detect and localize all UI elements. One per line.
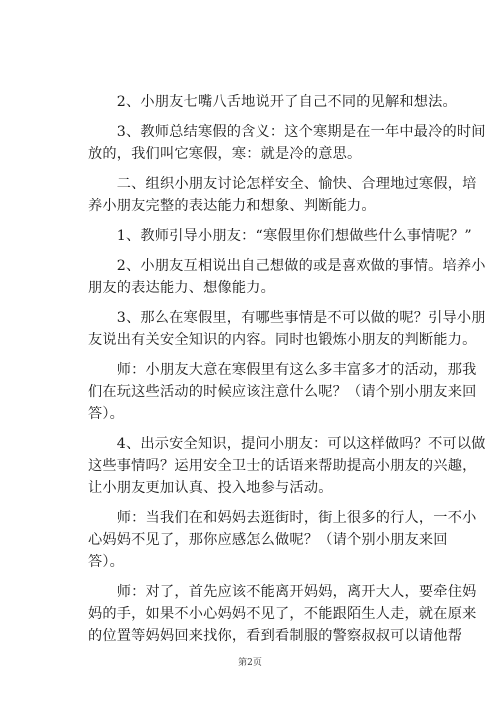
paragraph-10 bbox=[88, 581, 477, 647]
text-line: 妈的手，如果不小心妈妈不见了，不能跟陌生人走，就在原来 bbox=[88, 606, 477, 622]
text-line: 友说出有关安全知识的内容。同时也锻炼小朋友的判断能力。 bbox=[88, 332, 477, 348]
paragraph-9 bbox=[88, 507, 477, 573]
text-line: 2、小朋友七嘴八舌地说开了自己不同的见解和想法。 bbox=[88, 94, 457, 110]
text-line: 4、出示安全知识，提问小朋友：可以这样做吗？不可以做 bbox=[88, 436, 486, 452]
text-line: 2、小朋友互相说出自己想做的或是喜欢做的事情。培养小 bbox=[88, 258, 486, 274]
text-line: 3、教师总结寒假的含义：这个寒期是在一年中最冷的时间 bbox=[88, 124, 486, 140]
text-line: 3、那么在寒假里，有哪些事情是不可以做的呢？引导小朋 bbox=[88, 310, 486, 326]
text-line: 师：当我们在和妈妈去逛街时，街上很多的行人，一不小 bbox=[88, 510, 477, 526]
text-line: 1、教师引导小朋友：“寒假里你们想做些什么事情呢？” bbox=[88, 228, 472, 244]
page-number: 第2页 bbox=[238, 658, 262, 668]
text-line: 心妈妈不见了，那你应感怎么做呢？（请个别小朋友来回 bbox=[88, 532, 448, 548]
text-line: 放的，我们叫它寒假，寒：就是冷的意思。 bbox=[88, 146, 362, 162]
text-line: 养小朋友完整的表达能力和想象、判断能力。 bbox=[88, 198, 376, 214]
document-body bbox=[88, 91, 486, 655]
text-line: 师：对了，首先应该不能离开妈妈，离开大人，要牵住妈 bbox=[88, 584, 477, 600]
paragraph-6 bbox=[88, 307, 486, 351]
paragraph-2 bbox=[88, 121, 486, 165]
text-line: 答）。 bbox=[88, 406, 125, 422]
text-line: 二、组织小朋友讨论怎样安全、愉快、合理地过寒假，培 bbox=[88, 176, 477, 192]
text-line: 的位置等妈妈回来找你，看到看制服的警察叔叔可以请他帮 bbox=[88, 628, 463, 644]
text-line: 们在玩这些活动的时候应该注意什么呢？（请个别小朋友来回 bbox=[88, 384, 477, 400]
paragraph-3 bbox=[88, 173, 477, 217]
text-line: 朋友的表达能力、想像能力。 bbox=[88, 280, 276, 296]
paragraph-8 bbox=[88, 433, 486, 499]
paragraph-1 bbox=[88, 91, 457, 113]
paragraph-7 bbox=[88, 359, 477, 425]
paragraph-4 bbox=[88, 225, 472, 247]
text-line: 师：小朋友大意在寒假里有这么多丰富多才的活动，那我 bbox=[88, 362, 477, 378]
text-line: 这些事情吗？运用安全卫士的话语来帮助提高小朋友的兴趣， bbox=[88, 458, 477, 474]
text-line: 答）。 bbox=[88, 554, 125, 570]
paragraph-5 bbox=[88, 255, 486, 299]
text-line: 让小朋友更加认真、投入地参与活动。 bbox=[88, 480, 333, 496]
